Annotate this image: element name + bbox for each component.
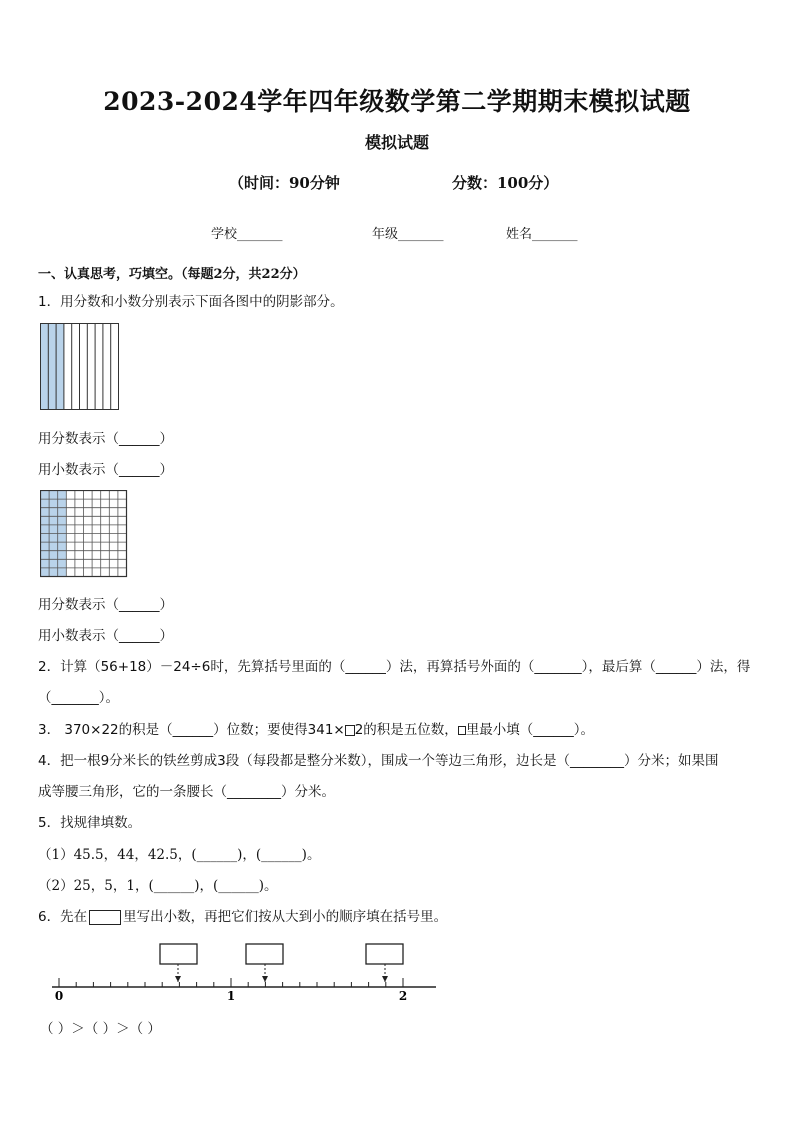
q6-part1: 6．先在 (38, 909, 88, 925)
exam-score: 分数：100分） (452, 174, 559, 192)
grade-field[interactable]: 年级_______ (372, 227, 444, 242)
label-1: 1 (226, 989, 236, 1003)
name-field[interactable]: 姓名_______ (506, 227, 578, 242)
label-0: 0 (54, 989, 64, 1003)
number-line (44, 940, 444, 1005)
answer-box-1 (160, 944, 197, 964)
exam-time: （时间：90分钟 (229, 174, 340, 192)
q5-part1[interactable]: （1）45.5，44，42.5，(______)，(______)。 (38, 847, 321, 863)
q5-part2[interactable]: （2）25，5，1，(______)，(______)。 (38, 878, 278, 894)
question-4-text: 4．把一根9分米长的铁丝剪成3段（每段都是整分米数），围成一个等边三角形，边长是（________）分米；如果围 (38, 753, 719, 769)
blank-square-icon (345, 725, 355, 736)
q1b-fraction-answer[interactable]: 用分数表示（______） (38, 597, 173, 613)
q1a-fraction-answer[interactable]: 用分数表示（______） (38, 431, 173, 447)
label-2: 2 (398, 989, 408, 1003)
q6-order-answer[interactable]: （ ）＞（ ）＞（ ） (40, 1021, 161, 1037)
question-5-text: 5．找规律填数。 (38, 815, 142, 831)
question-3-text (38, 718, 594, 738)
figure-strips (40, 323, 120, 411)
answer-box-2 (246, 944, 283, 964)
section-heading: 一、认真思考，巧填空。（每题2分，共22分） (38, 267, 306, 282)
question-1-text: 1．用分数和小数分别表示下面各图中的阴影部分。 (38, 294, 344, 310)
question-2-text-cont[interactable]: （_______）。 (38, 690, 119, 706)
q1b-decimal-answer[interactable]: 用小数表示（______） (38, 628, 173, 644)
answer-box-3 (366, 944, 403, 964)
question-2-text: 2．计算（56+18）－24÷6时，先算括号里面的（______）法，再算括号外面的（_______），最后算（______）法，得 (38, 659, 751, 675)
q3-part1: 3． 370×22的积是（______）位数；要使得341× (38, 722, 345, 738)
page-title: 2023-2024学年四年级数学第二学期期末模拟试题 (103, 87, 691, 116)
blank-square-icon (458, 726, 466, 735)
q3-part2: 2的积是五位数， (354, 722, 458, 738)
q3-part3[interactable]: 里最小填（______）。 (465, 722, 595, 738)
q1a-decimal-answer[interactable]: 用小数表示（______） (38, 462, 173, 478)
school-field[interactable]: 学校_______ (211, 227, 283, 242)
question-4-text-cont[interactable]: 成等腰三角形，它的一条腰长（________）分米。 (38, 784, 335, 800)
blank-box-icon (89, 910, 121, 925)
question-6-text (38, 905, 447, 925)
q6-part2: 里写出小数，再把它们按从大到小的顺序填在括号里。 (123, 909, 448, 925)
page-subtitle: 模拟试题 (364, 133, 429, 152)
figure-grid (40, 490, 128, 578)
